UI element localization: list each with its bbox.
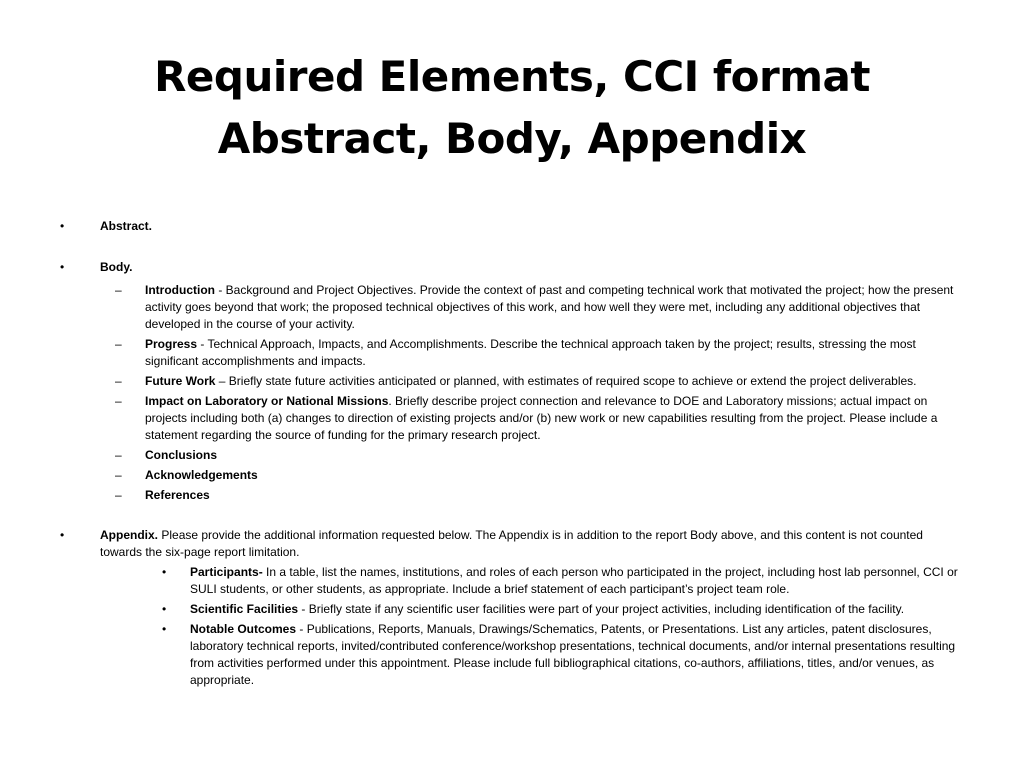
dash-marker: –	[115, 468, 122, 482]
item-label: References	[145, 488, 210, 502]
body-item-progress	[0, 336, 963, 370]
slide-title	[0, 46, 1024, 170]
bullet-marker: •	[60, 528, 65, 542]
item-text: In a table, list the names, institutions, and roles of each person who participated in the project, including host lab personnel, CCI or SULI students, or other students, as appropriate. Include a brief statement of each participant’s project team role.	[190, 565, 958, 596]
dash-marker: –	[115, 394, 122, 408]
bullet-marker: •	[60, 260, 65, 274]
item-text: – Briefly state future activities anticipated or planned, with estimates of required scope to achieve or extend the project deliverables.	[215, 374, 917, 388]
body-item-conclusions	[0, 447, 963, 464]
body-item-introduction	[0, 282, 963, 333]
item-label: Future Work	[145, 374, 216, 388]
item-text: . Briefly describe project connection and relevance to DOE and Laboratory missions; actual impact on projects including both (a) changes to direction of existing projects and/or (b) new work or new capabilities resulting from the project. Please include a statement regarding the source of funding for the primary research project.	[145, 394, 938, 442]
item-label: Impact on Laboratory or National Missions	[145, 394, 389, 408]
appendix-item-participants	[0, 564, 960, 598]
body-item-future-work	[0, 373, 963, 390]
bullet-marker: •	[162, 622, 167, 636]
item-label: Introduction	[145, 283, 215, 297]
item-text: - Publications, Reports, Manuals, Drawings/Schematics, Patents, or Presentations. List any articles, patent disclosures, laboratory technical reports, invited/contributed conference/workshop presentations, technical documents, and/or internal presentations resulting from activities performed under this appointment. Please include full bibliographical citations, co-authors, affiliations, titles, and/or venues, as appropriate.	[190, 622, 956, 687]
dash-marker: –	[115, 448, 122, 462]
appendix-label: Appendix.	[100, 528, 159, 542]
dash-marker: –	[115, 337, 122, 351]
body-item-references	[0, 487, 963, 504]
dash-marker: –	[115, 283, 122, 297]
item-label: Conclusions	[145, 448, 218, 462]
dash-marker: –	[115, 488, 122, 502]
body-item-impact	[0, 393, 963, 444]
list-item-abstract	[0, 218, 960, 235]
appendix-item-notable-outcomes	[0, 621, 960, 689]
list-item-appendix	[0, 527, 960, 561]
list-item-body	[0, 259, 960, 276]
item-text: - Background and Project Objectives. Provide the context of past and competing technical work that motivated the project; how the present activity goes beyond that work; the proposed technical objectives of this work, and how well they were met, including any additional objectives that developed in the course of your activity.	[145, 283, 954, 331]
bullet-marker: •	[162, 565, 167, 579]
bullet-marker: •	[60, 219, 65, 233]
dash-marker: –	[115, 374, 122, 388]
item-label: Notable Outcomes	[190, 622, 297, 636]
title-line-2: Abstract, Body, Appendix	[217, 114, 807, 163]
body-item-acknowledgements	[0, 467, 963, 484]
item-label: Scientific Facilities	[190, 602, 299, 616]
item-text: - Technical Approach, Impacts, and Accomplishments. Describe the technical approach taken by the project; results, stressing the most significant accomplishments and impacts.	[145, 337, 916, 368]
bullet-marker: •	[162, 602, 167, 616]
body-label: Body.	[100, 260, 133, 274]
item-text: - Briefly state if any scientific user facilities were part of your project activities, including identification of the facility.	[298, 602, 905, 616]
appendix-item-scientific-facilities	[0, 601, 960, 618]
abstract-label: Abstract.	[100, 219, 153, 233]
item-label: Progress	[145, 337, 198, 351]
slide-body	[0, 218, 1024, 689]
item-label: Acknowledgements	[145, 468, 258, 482]
appendix-text: Please provide the additional information requested below. The Appendix is in addition to the report Body above, and this content is not counted towards the six-page report limitation.	[100, 528, 923, 559]
item-label: Participants-	[190, 565, 263, 579]
title-line-1: Required Elements, CCI format	[154, 52, 870, 101]
